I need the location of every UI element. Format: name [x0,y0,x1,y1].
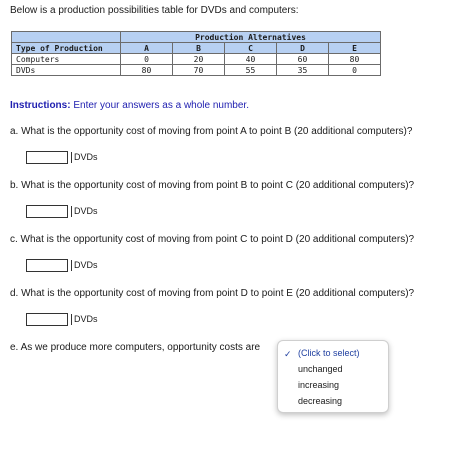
question-b: b. What is the opportunity cost of moving from point B to point C (20 additional computers)? [10,180,415,191]
column-header-d: D [277,43,329,54]
question-d: d. What is the opportunity cost of moving from point D to point E (20 additional computers)? [10,288,415,299]
question-e: e. As we produce more computers, opportunity costs are [10,342,261,353]
table-row-computers [12,54,381,65]
table-cell: 0 [329,65,381,76]
table-corner [12,32,121,43]
select-dropdown-menu [277,340,389,413]
table-cell: 80 [329,54,381,65]
checkmark-icon: ✓ [284,349,292,359]
answer-b [26,205,100,218]
instructions [10,100,249,111]
answer-d-unit: DVDs [71,314,100,325]
answer-d-input[interactable] [26,313,68,326]
answer-a [26,151,100,164]
column-header-e: E [329,43,381,54]
column-header-a: A [121,43,173,54]
answer-c-unit: DVDs [71,260,100,271]
table-cell: 35 [277,65,329,76]
column-header-c: C [225,43,277,54]
table-cell: 20 [173,54,225,65]
question-a: a. What is the opportunity cost of moving from point A to point B (20 additional computers)? [10,126,413,137]
table-cell: 70 [173,65,225,76]
table-cell: 40 [225,54,277,65]
row-label: DVDs [12,65,121,76]
table-cell: 55 [225,65,277,76]
answer-c [26,259,100,272]
row-label-header: Type of Production [12,43,121,54]
instructions-text: Enter your answers as a whole number. [73,100,249,111]
group-header: Production Alternatives [121,32,381,43]
table-cell: 80 [121,65,173,76]
answer-b-unit: DVDs [71,206,100,217]
option-increasing[interactable]: increasing [298,380,340,390]
answer-c-input[interactable] [26,259,68,272]
option-click-to-select[interactable]: (Click to select) [298,348,360,358]
answer-b-input[interactable] [26,205,68,218]
intro-text: Below is a production possibilities table for DVDs and computers: [10,5,299,16]
table-cell: 60 [277,54,329,65]
answer-d [26,313,100,326]
option-unchanged[interactable]: unchanged [298,364,343,374]
answer-a-input[interactable] [26,151,68,164]
question-c: c. What is the opportunity cost of moving from point C to point D (20 additional computers)? [10,234,415,245]
answer-a-unit: DVDs [71,152,100,163]
option-decreasing[interactable]: decreasing [298,396,343,406]
table-row-dvds [12,65,381,76]
production-possibilities-table [11,31,381,76]
instructions-label: Instructions: [10,100,71,111]
table-cell: 0 [121,54,173,65]
row-label: Computers [12,54,121,65]
column-header-b: B [173,43,225,54]
